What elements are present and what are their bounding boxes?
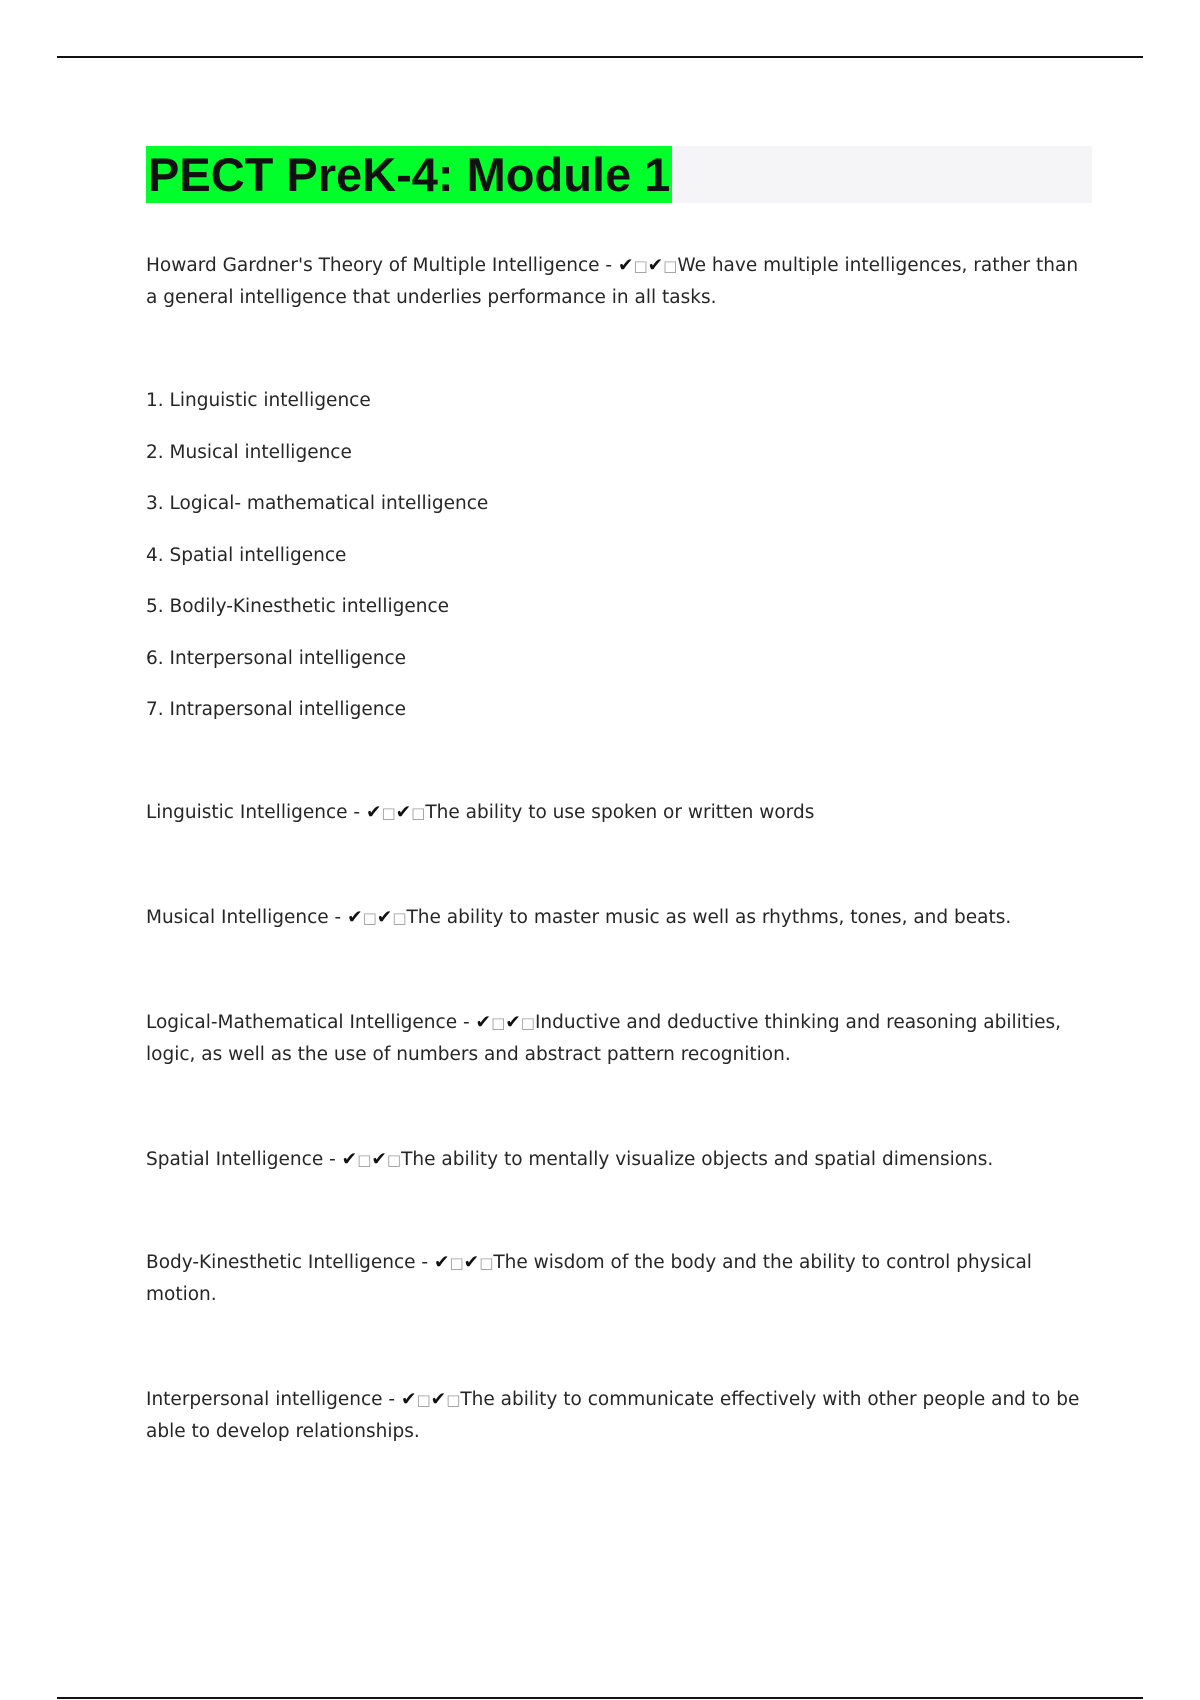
entry-musical: [146, 902, 1092, 934]
check-icon: ✔: [463, 1252, 480, 1273]
check-icon: ✔: [433, 1252, 450, 1273]
check-icon: ✔: [371, 1149, 387, 1170]
box-icon: □: [449, 1254, 464, 1272]
entry-term: Body-Kinesthetic Intelligence -: [146, 1252, 429, 1273]
check-icon: ✔: [475, 1012, 492, 1033]
list-item: 4. Spatial intelligence: [146, 545, 347, 566]
box-icon: □: [392, 909, 407, 927]
entry-interpersonal: [146, 1384, 1092, 1448]
check-icon: ✔: [395, 802, 412, 823]
entry-term: Interpersonal intelligence -: [146, 1389, 396, 1410]
entry-definition: The ability to master music as well as rhythms, tones, and beats.: [406, 907, 1012, 928]
page-title: PECT PreK-4: Module 1: [148, 148, 671, 201]
check-icon: ✔: [341, 1149, 358, 1170]
entry-term: Musical Intelligence -: [146, 907, 342, 928]
box-icon: □: [381, 804, 396, 822]
entry-body-kinesthetic: [146, 1247, 1092, 1311]
entry-term: Logical-Mathematical Intelligence -: [146, 1012, 470, 1033]
entry-definition: The ability to use spoken or written words: [425, 802, 815, 823]
check-icon: ✔: [376, 907, 393, 928]
check-icon: ✔: [347, 907, 363, 928]
check-icon: ✔: [617, 255, 634, 276]
footer-rule: [57, 1697, 1143, 1699]
entry-linguistic: [146, 797, 1092, 829]
box-icon: □: [416, 1391, 431, 1409]
list-item: 1. Linguistic intelligence: [146, 390, 371, 411]
list-item: 6. Interpersonal intelligence: [146, 648, 407, 669]
list-item: 3. Logical- mathematical intelligence: [146, 493, 489, 514]
intro-definition: We have multiple intelligences, rather than a general intelligence that underlies performance in all tasks.: [146, 255, 1079, 308]
list-item: 7. Intrapersonal intelligence: [146, 699, 407, 720]
box-icon: □: [491, 1014, 506, 1032]
box-icon: □: [386, 1151, 402, 1169]
check-icon: ✔: [365, 802, 382, 823]
box-icon: □: [362, 909, 377, 927]
check-icon: ✔: [400, 1389, 417, 1410]
box-icon: □: [479, 1254, 494, 1272]
entry-spatial: [146, 1144, 1092, 1176]
entry-definition: Inductive and deductive thinking and reasoning abilities, logic, as well as the use of numbers and abstract pattern recognition.: [146, 1012, 1062, 1065]
entry-definition: The ability to mentally visualize objects and spatial dimensions.: [401, 1149, 994, 1170]
entry-term: Spatial Intelligence -: [146, 1149, 336, 1170]
intro-paragraph: [146, 250, 1092, 314]
box-icon: □: [663, 257, 678, 275]
entry-definition: The wisdom of the body and the ability to control physical motion.: [146, 1252, 1032, 1305]
entry-logical-mathematical: [146, 1007, 1092, 1071]
box-icon: □: [633, 257, 648, 275]
check-icon: ✔: [505, 1012, 521, 1033]
box-icon: □: [411, 804, 426, 822]
header-rule: [57, 56, 1143, 58]
list-item: 2. Musical intelligence: [146, 442, 352, 463]
check-icon: ✔: [647, 255, 664, 276]
list-item: 5. Bodily-Kinesthetic intelligence: [146, 596, 450, 617]
entry-definition: The ability to communicate effectively with other people and to be able to develop relationships.: [146, 1389, 1080, 1442]
box-icon: □: [520, 1014, 535, 1032]
check-icon: ✔: [430, 1389, 447, 1410]
intro-term: Howard Gardner's Theory of Multiple Intelligence -: [146, 255, 613, 276]
entry-term: Linguistic Intelligence -: [146, 802, 361, 823]
box-icon: □: [446, 1391, 461, 1409]
box-icon: □: [357, 1151, 372, 1169]
